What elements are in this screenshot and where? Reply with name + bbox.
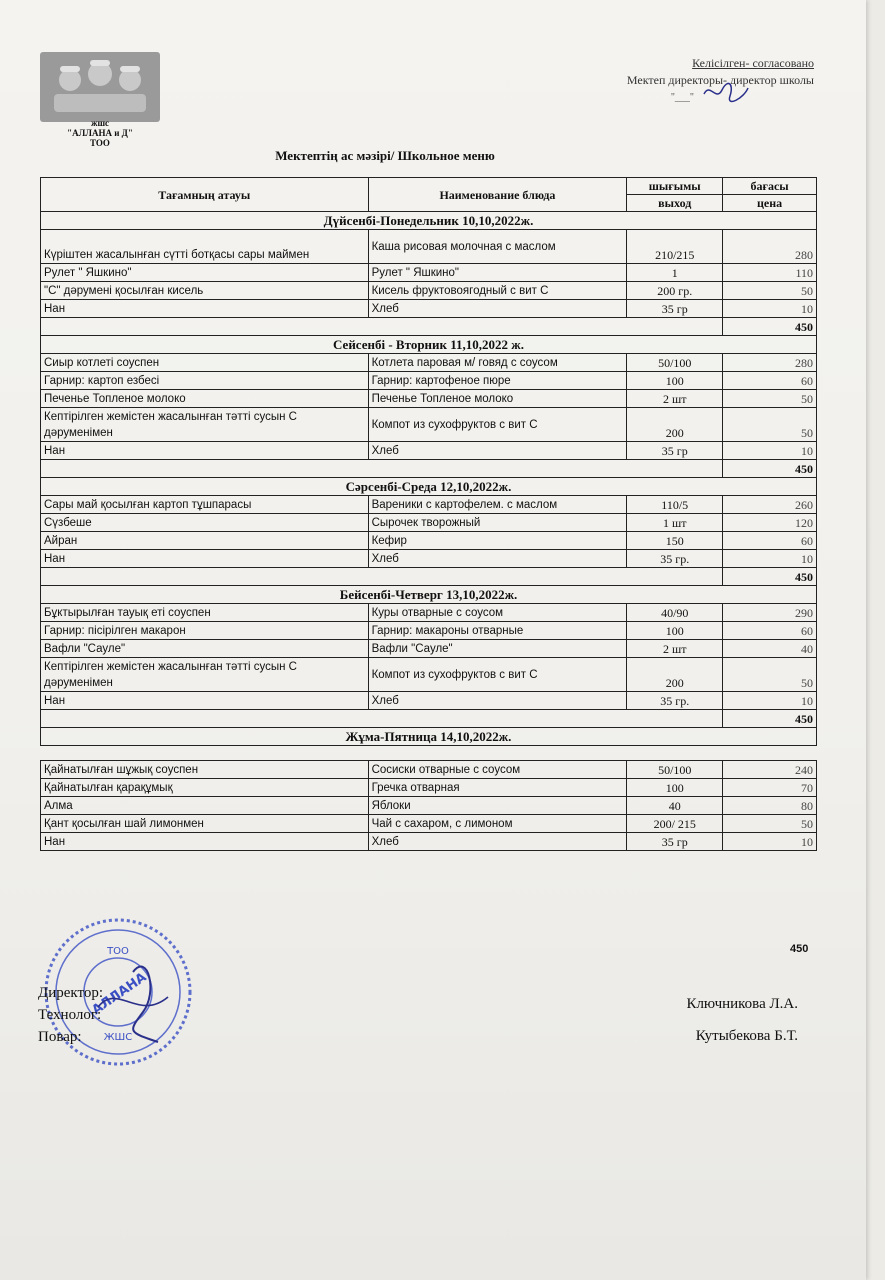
stamp-bottom-text: ЖШС (103, 1032, 133, 1043)
dish-output: 150 (627, 532, 723, 550)
dish-name-kz: Гарнир: пісірілген макарон (41, 622, 369, 640)
col-output-kz: шығымы (627, 178, 723, 195)
table-row (41, 604, 817, 622)
table-row (41, 496, 817, 514)
spacer-row (41, 746, 817, 761)
dish-name-ru: Кефир (368, 532, 627, 550)
dish-name-ru: Сырочек творожный (368, 514, 627, 532)
dish-output: 1 (627, 264, 723, 282)
dish-output: 35 гр (627, 833, 723, 851)
dish-output: 1 шт (627, 514, 723, 532)
menu-table (40, 177, 817, 851)
dish-name-ru: Вареники с картофелем. с маслом (368, 496, 627, 514)
dish-name-ru: Котлета паровая м/ говяд с соусом (368, 354, 627, 372)
approval-signature (700, 80, 750, 104)
total-row (41, 568, 817, 586)
dish-name-kz: Айран (41, 532, 369, 550)
table-row (41, 408, 817, 442)
dish-name-ru: Хлеб (368, 833, 627, 851)
dish-name-ru: Хлеб (368, 442, 627, 460)
dish-name-ru: Печенье Топленое молоко (368, 390, 627, 408)
table-row (41, 372, 817, 390)
dish-name-ru: Сосиски отварные с соусом (368, 761, 627, 779)
col-price-ru: цена (723, 195, 817, 212)
table-row (41, 640, 817, 658)
dish-price: 10 (723, 692, 817, 710)
dish-price: 50 (723, 815, 817, 833)
dish-output: 210/215 (627, 230, 723, 264)
dish-output: 50/100 (627, 761, 723, 779)
company-logo (40, 52, 160, 122)
dish-name-ru: Яблоки (368, 797, 627, 815)
dish-name-ru: Куры отварные с соусом (368, 604, 627, 622)
dish-name-ru: Компот из сухофруктов с вит С (368, 658, 627, 692)
dish-price: 80 (723, 797, 817, 815)
friday-total: 450 (790, 943, 809, 955)
approval-line1: Келісілген- согласовано (692, 56, 814, 70)
dish-price: 10 (723, 442, 817, 460)
dish-output: 35 гр. (627, 550, 723, 568)
dish-name-ru: Каша рисовая молочная с маслом (368, 230, 627, 264)
dish-price: 50 (723, 390, 817, 408)
dish-price: 50 (723, 282, 817, 300)
col-name-ru: Наименование блюда (368, 178, 627, 212)
dish-output: 40 (627, 797, 723, 815)
dish-name-kz: Вафли "Сауле" (41, 640, 369, 658)
dish-output: 50/100 (627, 354, 723, 372)
dish-name-ru: Рулет " Яшкино" (368, 264, 627, 282)
dish-price: 50 (723, 658, 817, 692)
logo-caption-line2: "АЛЛАНА и Д" (67, 128, 133, 138)
table-row (41, 442, 817, 460)
technologist-name: Кутыбекова Б.Т. (695, 1028, 798, 1044)
dish-name-kz: Кептірілген жемістен жасалынған тәтті сусын С дәруменімен (41, 408, 369, 442)
day-title: Сәрсенбі-Среда 12,10,2022ж. (41, 478, 817, 496)
dish-price: 60 (723, 622, 817, 640)
dish-name-ru: Кисель фруктовоягодный с вит С (368, 282, 627, 300)
dish-price: 260 (723, 496, 817, 514)
dish-name-kz: Нан (41, 442, 369, 460)
dish-price: 290 (723, 604, 817, 622)
stamp-center-text: АЛЛАНА (89, 969, 150, 1019)
total-row (41, 318, 817, 336)
dish-name-ru: Гречка отварная (368, 779, 627, 797)
day-heading-row (41, 336, 817, 354)
empty-cell (41, 460, 723, 478)
page-title: Мектептің ас мәзірі/ Школьное меню (275, 148, 495, 163)
dish-name-ru: Гарнир: картофеное пюре (368, 372, 627, 390)
table-row (41, 622, 817, 640)
logo-caption-line1: жшс (90, 118, 110, 128)
empty-cell (41, 568, 723, 586)
day-heading-row (41, 212, 817, 230)
dish-name-ru: Гарнир: макароны отварные (368, 622, 627, 640)
director-name: Ключникова Л.А. (686, 996, 798, 1012)
dish-name-kz: Рулет " Яшкино" (41, 264, 369, 282)
table-header-row (41, 178, 817, 195)
dish-output: 35 гр (627, 300, 723, 318)
day-total: 450 (723, 710, 817, 728)
total-row (41, 460, 817, 478)
dish-price: 10 (723, 550, 817, 568)
day-title: Сейсенбі - Вторник 11,10,2022 ж. (41, 336, 817, 354)
dish-price: 280 (723, 230, 817, 264)
table-row (41, 282, 817, 300)
dish-name-ru: Хлеб (368, 550, 627, 568)
dish-name-kz: Сүзбеше (41, 514, 369, 532)
col-price-kz: бағасы (723, 178, 817, 195)
dish-name-ru: Чай с сахаром, с лимоном (368, 815, 627, 833)
day-title: Жұма-Пятница 14,10,2022ж. (41, 728, 817, 746)
day-total: 450 (723, 460, 817, 478)
dish-name-kz: Қант қосылған шай лимонмен (41, 815, 369, 833)
dish-output: 35 гр. (627, 692, 723, 710)
dish-name-kz: Нан (41, 833, 369, 851)
table-row (41, 761, 817, 779)
table-row (41, 779, 817, 797)
table-row (41, 815, 817, 833)
day-total: 450 (723, 568, 817, 586)
table-row (41, 300, 817, 318)
day-title: Бейсенбі-Четверг 13,10,2022ж. (41, 586, 817, 604)
table-row (41, 532, 817, 550)
dish-output: 200 гр. (627, 282, 723, 300)
dish-name-kz: Гарнир: картоп езбесі (41, 372, 369, 390)
dish-name-ru: Компот из сухофруктов с вит С (368, 408, 627, 442)
dish-output: 100 (627, 622, 723, 640)
table-row (41, 550, 817, 568)
logo-caption-line3: ТОО (90, 138, 110, 148)
dish-name-kz: Печенье Топленое молоко (41, 390, 369, 408)
dish-output: 40/90 (627, 604, 723, 622)
dish-price: 110 (723, 264, 817, 282)
dish-output: 110/5 (627, 496, 723, 514)
dish-output: 100 (627, 372, 723, 390)
table-row (41, 692, 817, 710)
dish-name-kz: Қайнатылған шұжық соуспен (41, 761, 369, 779)
dish-name-kz: "С" дәрумені қосылған кисель (41, 282, 369, 300)
dish-name-kz: Қайнатылған қарақұмық (41, 779, 369, 797)
dish-output: 35 гр (627, 442, 723, 460)
signature-names (686, 988, 798, 1052)
day-heading-row (41, 478, 817, 496)
dish-price: 240 (723, 761, 817, 779)
dish-price: 10 (723, 300, 817, 318)
cook-label: Повар: (38, 1029, 82, 1045)
dish-price: 50 (723, 408, 817, 442)
dish-price: 280 (723, 354, 817, 372)
dish-name-kz: Нан (41, 692, 369, 710)
table-row (41, 390, 817, 408)
logo-caption (40, 118, 160, 148)
dish-output: 200 (627, 408, 723, 442)
col-name-kz: Тағамның атауы (41, 178, 369, 212)
dish-output: 100 (627, 779, 723, 797)
empty-cell (41, 318, 723, 336)
total-row (41, 710, 817, 728)
dish-name-kz: Сиыр котлеті соуспен (41, 354, 369, 372)
dish-price: 60 (723, 372, 817, 390)
table-row (41, 230, 817, 264)
table-row (41, 658, 817, 692)
empty-cell (41, 710, 723, 728)
dish-price: 120 (723, 514, 817, 532)
approval-line2: Мектеп директоры- директор школы (626, 73, 814, 87)
dish-name-kz: Алма (41, 797, 369, 815)
dish-name-ru: Хлеб (368, 692, 627, 710)
spacer-cell (41, 746, 817, 761)
dish-name-ru: Хлеб (368, 300, 627, 318)
day-heading-row (41, 728, 817, 746)
day-title: Дүйсенбі-Понедельник 10,10,2022ж. (41, 212, 817, 230)
col-output-ru: выход (627, 195, 723, 212)
dish-name-kz: Нан (41, 550, 369, 568)
dish-name-kz: Кептірілген жемістен жасалынған тәтті сусын С дәруменімен (41, 658, 369, 692)
table-row (41, 797, 817, 815)
approval-line3: "___" (670, 92, 694, 103)
day-total: 450 (723, 318, 817, 336)
dish-price: 10 (723, 833, 817, 851)
dish-name-kz: Сары май қосылған картоп тұшпарасы (41, 496, 369, 514)
table-row (41, 833, 817, 851)
dish-output: 2 шт (627, 640, 723, 658)
dish-output: 200/ 215 (627, 815, 723, 833)
dish-name-kz: Бұктырылған тауық еті соуспен (41, 604, 369, 622)
dish-price: 40 (723, 640, 817, 658)
dish-output: 200 (627, 658, 723, 692)
table-row (41, 264, 817, 282)
table-row (41, 514, 817, 532)
dish-output: 2 шт (627, 390, 723, 408)
stamp-top-text: ТОО (107, 946, 129, 957)
day-heading-row (41, 586, 817, 604)
dish-name-kz: Нан (41, 300, 369, 318)
table-row (41, 354, 817, 372)
dish-name-ru: Вафли "Сауле" (368, 640, 627, 658)
dish-price: 70 (723, 779, 817, 797)
dish-name-kz: Күріштен жасалынған сүтті ботқасы сары маймен (41, 230, 369, 264)
dish-price: 60 (723, 532, 817, 550)
director-label: Директор: (38, 985, 104, 1001)
signature-labels (38, 982, 103, 1048)
technologist-label: Технолог: (38, 1007, 102, 1023)
